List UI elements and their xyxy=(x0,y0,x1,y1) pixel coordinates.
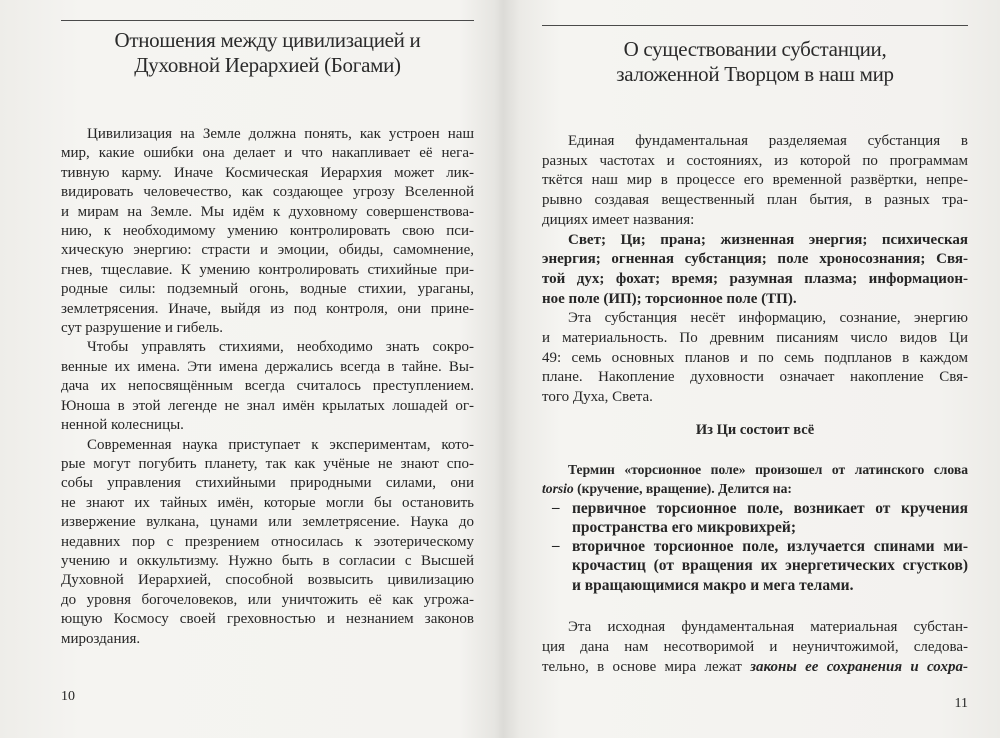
bullet-item xyxy=(542,537,968,595)
final-paragraph xyxy=(542,617,968,677)
body-text xyxy=(61,125,474,649)
text-line: землетрясения. Иначе, выйдя из под контроля, они прине- xyxy=(61,300,474,317)
text-line: ненной колесницы. xyxy=(61,417,184,434)
emphasis-text: законы ее сохранения и сохра- xyxy=(750,659,969,675)
title-line: Духовной Иерархией (Богами) xyxy=(134,53,401,77)
text-line: дициях имеет названия: xyxy=(542,211,695,228)
paragraph xyxy=(61,125,474,338)
term-line: Термин «торсионное поле» произошел от латинского слова xyxy=(568,462,968,477)
text-line: и вращающимися макро и мега телами. xyxy=(572,576,854,594)
text-line: вторичное торсионное поле, излучается спинами ми- xyxy=(572,538,968,556)
text-line: ющую Космосу своей греховностью и незнанием законов xyxy=(61,611,474,628)
text-line: того Духа, Света. xyxy=(542,389,653,406)
latin-term: torsio xyxy=(542,481,574,497)
text-line: плане. Накопление духовности означает накопление Свя- xyxy=(542,369,968,386)
text-line: Духовной Иерархией, способной возвысить цивилизацию xyxy=(61,572,474,589)
text-line: Эта исходная фундаментальная материальная субстан- xyxy=(568,619,968,635)
text-line: ткётся наш мир в процессе его временной развёртки, непре- xyxy=(542,172,968,189)
term-line-rest: (кручение, вращение). Делится на: xyxy=(573,481,792,497)
bullet-list xyxy=(542,499,968,595)
paragraph xyxy=(542,132,968,231)
text-line: учению и оккультизму. Нужно быть в согласии с Высшей xyxy=(61,552,474,569)
paragraph xyxy=(61,338,474,435)
text-line: ное поле (ИП); торсионное поле (ТП). xyxy=(542,290,797,307)
text-line: крочастиц (от вращения их энергетических сгустков) xyxy=(572,557,968,575)
text-line: видировать человечество, как создающее угрозу Вселенной xyxy=(61,184,474,201)
text-line: ция дана нам несотворимой и неуничтожимой, следова- xyxy=(542,639,968,655)
text-line: недавних пор с презрением относилась к эзотерическому xyxy=(61,533,474,550)
bullet-item xyxy=(542,499,968,538)
text-line: разных частотах и состояниях, из которой по программам xyxy=(542,152,968,169)
text-line: извержение вулкана, цунами или землетрясение. Наука до xyxy=(61,514,474,531)
section-heading: Из Ци состоит всё xyxy=(695,422,815,438)
text-line: нию, к необходимому умению контролировать свою пси- xyxy=(61,223,474,240)
text-line: хическую энергию: страсти и эмоции, обиды, самомнение, xyxy=(61,242,474,259)
text-line: мироздания. xyxy=(61,630,141,647)
title-line: заложенной Творцом в наш мир xyxy=(616,62,894,86)
text-line: пространства его микровихрей; xyxy=(572,518,796,536)
body-text xyxy=(542,132,968,408)
chapter-title xyxy=(61,28,474,78)
dash-bullet-icon: – xyxy=(552,538,560,555)
text-line: дача их непосвящённым всегда считалось преступлением. xyxy=(61,378,474,395)
text-line: и материальность. По древним писаниям число видов Ци xyxy=(542,330,968,347)
text-line: собы управления стихийными природными силами, они xyxy=(61,475,474,492)
header-rule xyxy=(61,20,474,21)
text-line: рые могут погубить планету, так как учёные не знают спо- xyxy=(61,455,474,472)
dash-bullet-icon: – xyxy=(552,499,560,516)
title-line: Отношения между цивилизацией и xyxy=(114,28,421,52)
text-line: Юноша в этой легенде не знал имён крылатых лошадей ог- xyxy=(61,397,474,414)
text-line: той дух; фохат; время; разумная плазма; информацион- xyxy=(542,270,968,287)
term-definition xyxy=(542,460,968,595)
chapter-title xyxy=(542,37,968,87)
text-line: родные силы: подземный огонь, водные стихии, ураганы, xyxy=(61,281,474,298)
text-line: сут разрушение и гибель. xyxy=(61,320,223,337)
text-line: Эта субстанция несёт информацию, сознание, энергию xyxy=(568,310,968,327)
right-page xyxy=(500,0,1000,738)
paragraph xyxy=(542,309,968,408)
text-line: венные их имена. Эти имена держались всегда в тайне. Вы- xyxy=(61,358,474,375)
text-line: Современная наука приступает к экспериментам, кото- xyxy=(87,436,474,453)
text-line: мир, какие ошибки она делает и что накапливает её нега- xyxy=(61,145,474,162)
text-line: тивную карму. Иначе Космическая Иерархия может лик- xyxy=(61,164,474,181)
header-rule xyxy=(542,25,968,26)
text-line xyxy=(542,657,968,677)
page-number: 11 xyxy=(954,696,968,711)
text-line: до уровня богочеловеков, или уничтожить её как угрожа- xyxy=(61,591,474,608)
text-line: не знают их тайных имён, которые могли бы остановить xyxy=(61,494,474,511)
paragraph xyxy=(61,436,474,649)
text-line: рывно создавая вещественный план бытия, в разных тра- xyxy=(542,192,968,209)
title-line: О существовании субстанции, xyxy=(623,37,887,61)
bold-paragraph xyxy=(542,231,968,310)
page-number: 10 xyxy=(61,689,75,704)
text-segment: тельно, в основе мира лежат xyxy=(542,659,751,675)
text-line: энергия; огненная субстанция; поле хроносознания; Свя- xyxy=(542,251,968,268)
text-line: и мирам на Земле. Мы идём к духовному совершенствова- xyxy=(61,203,474,220)
text-line: 49: семь основных планов и по семь подпланов в каждом xyxy=(542,349,968,366)
text-line: Свет; Ци; прана; жизненная энергия; психическая xyxy=(568,231,968,248)
text-line: Цивилизация на Земле должна понять, как устроен наш xyxy=(87,126,474,142)
text-line: первичное торсионное поле, возникает от кручения xyxy=(572,499,968,517)
text-line: Единая фундаментальная разделяемая субстанция в xyxy=(568,133,968,149)
term-line xyxy=(542,479,968,498)
text-line: гнев, тщеславие. К умению контролировать стихийные при- xyxy=(61,261,474,278)
text-line: Чтобы управлять стихиями, необходимо знать сокро- xyxy=(87,339,474,356)
